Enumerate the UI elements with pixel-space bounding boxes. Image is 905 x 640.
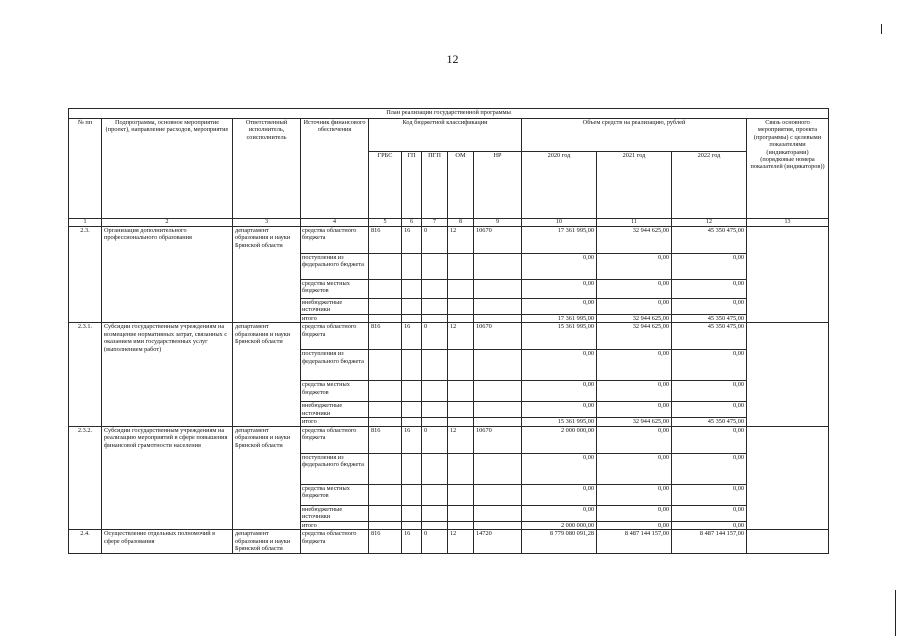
amount-2022: 45 350 475,00 [672,418,747,426]
row-number: 2.3.2. [69,426,102,529]
amount-2022: 0,00 [672,453,747,484]
code-nr: 10670 [474,227,522,254]
code-gp: 16 [402,426,422,453]
code-gp: 16 [402,530,422,554]
row-number: 2.4. [69,530,102,554]
amount-2021: 32 944 625,00 [597,323,672,350]
amount-2022: 0,00 [672,381,747,402]
table-row [69,323,829,350]
source-regional: средства областного бюджета [301,323,369,350]
amount-2021: 32 944 625,00 [597,418,672,426]
code-gp: 16 [402,227,422,254]
row-executor: департамент образования и науки Брянской области [233,426,301,529]
row-name: Субсидии государственным учреждениям на возмещение нормативных затрат, связанных с оказанием ими государственных услуг (выполнением работ) [102,323,233,426]
amount-2022: 0,00 [672,484,747,505]
table-row [69,426,829,453]
code-nr: 10670 [474,323,522,350]
source-extrabudget: внебюджетные источники [301,505,369,521]
amount-2021: 0,00 [597,453,672,484]
amount-2020: 0,00 [522,254,597,280]
column-number: 4 [301,219,369,227]
amount-2022: 45 350 475,00 [672,323,747,350]
source-federal: поступления из федерального бюджета [301,254,369,280]
source-total: итого [301,315,369,323]
amount-2021: 0,00 [597,350,672,381]
column-number: 7 [422,219,448,227]
amount-2021: 0,00 [597,484,672,505]
column-number: 6 [402,219,422,227]
amount-2020: 0,00 [522,280,597,299]
amount-2021: 32 944 625,00 [597,227,672,254]
plan-title: План реализации государственной программы [69,109,829,119]
code-om: 12 [448,227,474,254]
amount-2022: 0,00 [672,505,747,521]
amount-2022: 0,00 [672,254,747,280]
code-grbs: 816 [369,227,402,254]
amount-2020: 0,00 [522,381,597,402]
code-nr: 14720 [474,530,522,554]
amount-2022: 0,00 [672,426,747,453]
column-number: 5 [369,219,402,227]
year-2022-header: 2022 год [672,152,747,219]
amount-2022: 0,00 [672,280,747,299]
row-executor: департамент образования и науки Брянской области [233,227,301,323]
amount-2021: 0,00 [597,402,672,418]
year-2021-header: 2021 год [597,152,672,219]
source-extrabudget: внебюджетные источники [301,402,369,418]
amount-2021: 0,00 [597,280,672,299]
scan-margin-mark-top [881,24,882,34]
page-number: 12 [446,52,459,66]
amount-2020: 15 361 995,00 [522,418,597,426]
indicator-cell [747,323,829,426]
amount-2021: 0,00 [597,505,672,521]
amount-2020: 8 779 080 091,28 [522,530,597,554]
source-local: средства местных бюджетов [301,280,369,299]
sub-grbs-header: ГРБС [369,152,402,219]
row-executor: департамент образования и науки Брянской области [233,530,301,554]
scan-margin-mark-bottom [895,590,896,636]
source-total: итого [301,418,369,426]
sub-pgp-header: ПГП [422,152,448,219]
code-om: 12 [448,323,474,350]
column-number: 8 [448,219,474,227]
column-number: 2 [102,219,233,227]
row-name: Организация дополнительного профессионального образования [102,227,233,323]
table-row [69,227,829,254]
amount-2020: 2 000 000,00 [522,521,597,529]
amount-2020: 2 000 000,00 [522,426,597,453]
row-name: Осуществление отдельных полномочий в сфере образования [102,530,233,554]
amount-2020: 17 361 995,00 [522,227,597,254]
code-gp: 16 [402,323,422,350]
code-pgp: 0 [422,227,448,254]
code-pgp: 0 [422,426,448,453]
col-program-header: Подпрограмма, основное мероприятие (проект), направление расходов, мероприятие [102,119,233,219]
indicator-cell [747,227,829,323]
source-regional: средства областного бюджета [301,530,369,554]
column-number: 3 [233,219,301,227]
column-number: 12 [672,219,747,227]
source-local: средства местных бюджетов [301,381,369,402]
table-row [69,530,829,554]
sub-gp-header: ГП [402,152,422,219]
sub-om-header: ОМ [448,152,474,219]
amount-2020: 0,00 [522,505,597,521]
amount-2020: 0,00 [522,299,597,315]
amount-2022: 0,00 [672,350,747,381]
column-number: 13 [747,219,829,227]
code-om: 12 [448,530,474,554]
amount-2021: 0,00 [597,254,672,280]
amount-2021: 8 487 144 157,00 [597,530,672,554]
sub-nr-header: НР [474,152,522,219]
col-source-header: Источник финансового обеспечения [301,119,369,219]
column-number: 11 [597,219,672,227]
col-budget-code-header: Код бюджетной классификации [369,119,522,152]
row-name: Субсидии государственным учреждениям на реализацию мероприятий в сфере повышения финансовой грамотности населения [102,426,233,529]
indicator-cell [747,426,829,529]
amount-2021: 0,00 [597,521,672,529]
amount-2022: 45 350 475,00 [672,227,747,254]
source-total: итого [301,521,369,529]
code-grbs: 816 [369,426,402,453]
amount-2020: 0,00 [522,453,597,484]
row-number: 2.3.1. [69,323,102,426]
amount-2021: 0,00 [597,381,672,402]
column-number: 9 [474,219,522,227]
column-number: 10 [522,219,597,227]
amount-2022: 45 350 475,00 [672,315,747,323]
amount-2020: 0,00 [522,350,597,381]
amount-2021: 0,00 [597,299,672,315]
code-grbs: 816 [369,323,402,350]
col-indicator-header: Связь основного мероприятия, проекта (программы) с целевыми показателями (индикаторами) (порядковые номера показателей (индикаторов)) [747,119,829,219]
row-number: 2.3. [69,227,102,323]
source-regional: средства областного бюджета [301,426,369,453]
amount-2020: 15 361 995,00 [522,323,597,350]
amount-2021: 0,00 [597,426,672,453]
implementation-plan-table [68,108,829,554]
code-pgp: 0 [422,323,448,350]
col-executor-header: Ответственный исполнитель, соисполнитель [233,119,301,219]
year-2020-header: 2020 год [522,152,597,219]
amount-2022: 0,00 [672,299,747,315]
indicator-cell [747,530,829,554]
amount-2020: 0,00 [522,484,597,505]
source-extrabudget: внебюджетные источники [301,299,369,315]
col-number-header: № пп [69,119,102,219]
amount-2020: 0,00 [522,402,597,418]
source-federal: поступления из федерального бюджета [301,453,369,484]
code-om: 12 [448,426,474,453]
code-grbs: 816 [369,530,402,554]
amount-2020: 17 361 995,00 [522,315,597,323]
code-nr: 10670 [474,426,522,453]
amount-2022: 0,00 [672,521,747,529]
code-pgp: 0 [422,530,448,554]
source-local: средства местных бюджетов [301,484,369,505]
row-executor: департамент образования и науки Брянской области [233,323,301,426]
amount-2022: 0,00 [672,402,747,418]
source-regional: средства областного бюджета [301,227,369,254]
column-number: 1 [69,219,102,227]
source-federal: поступления из федерального бюджета [301,350,369,381]
col-amount-header: Объем средств на реализацию, рублей [522,119,747,152]
amount-2021: 32 944 625,00 [597,315,672,323]
amount-2022: 8 487 144 157,00 [672,530,747,554]
